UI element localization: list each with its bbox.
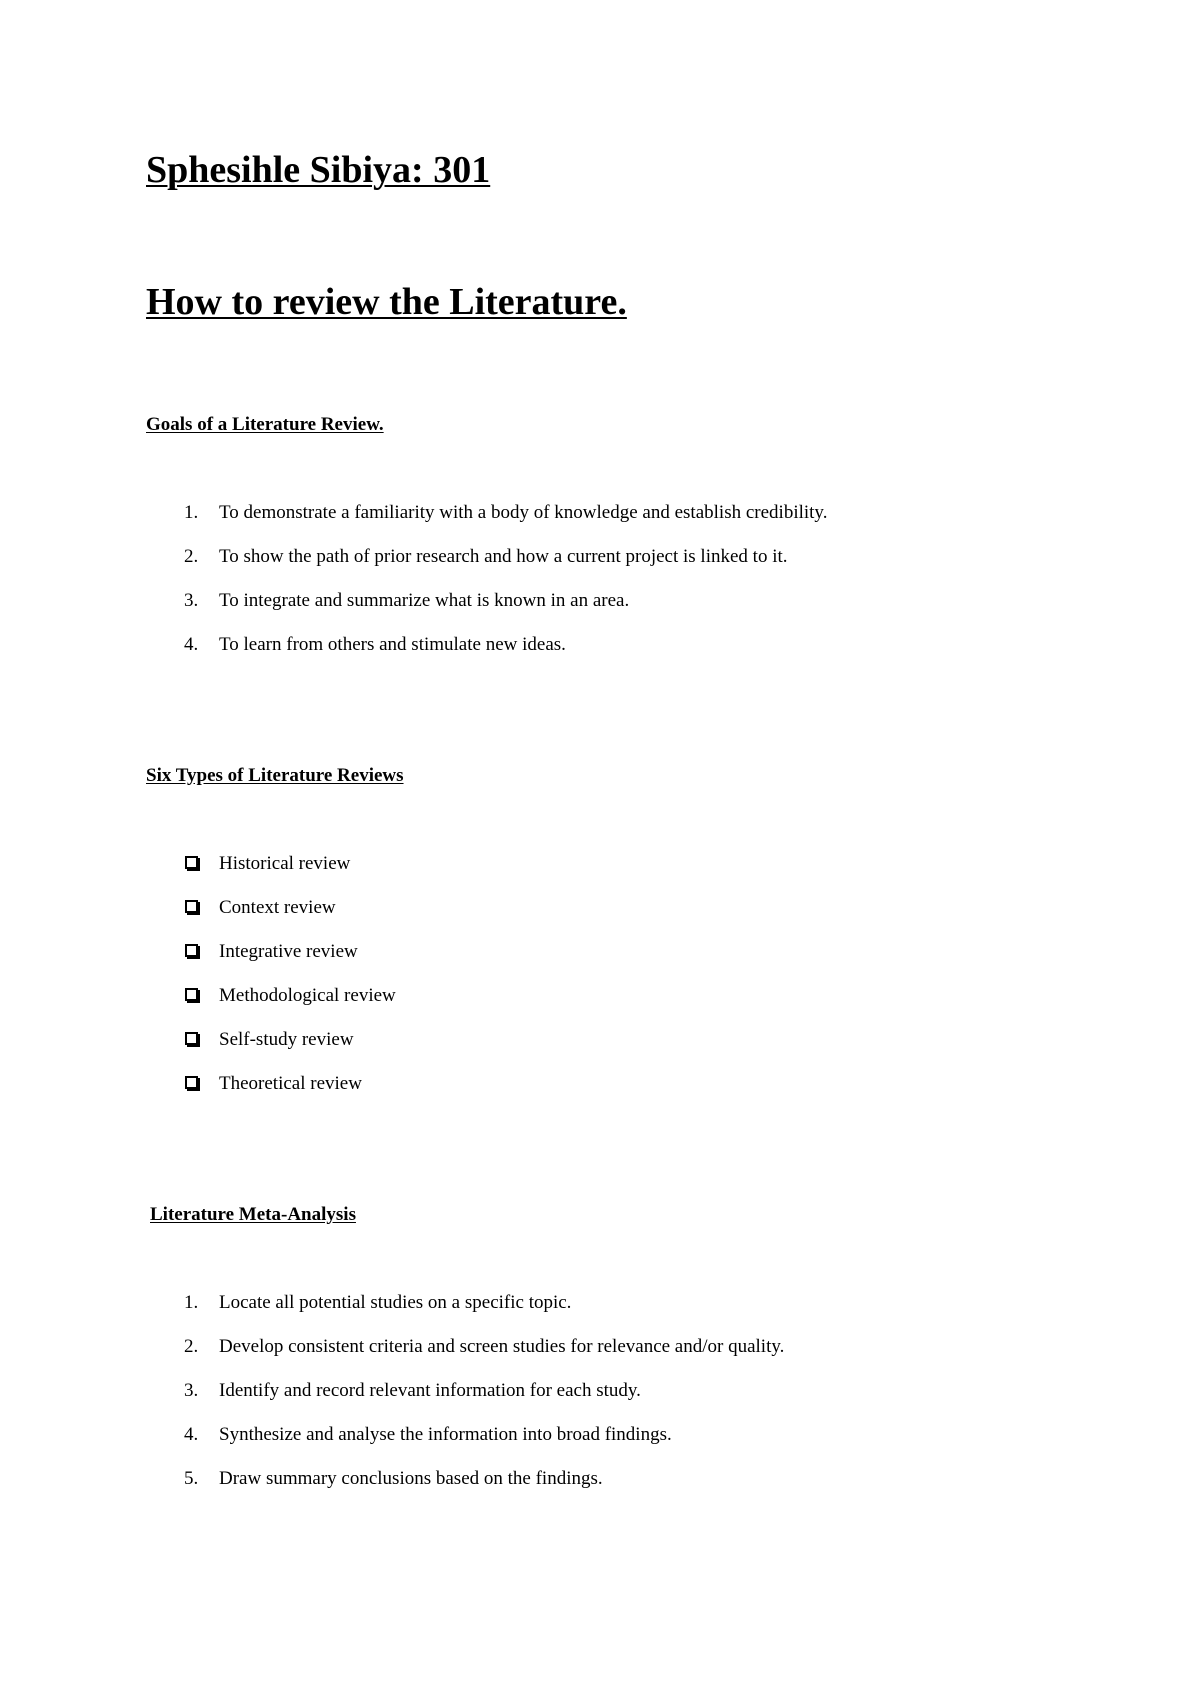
- goals-heading: Goals of a Literature Review.: [146, 414, 384, 435]
- list-number: 5.: [184, 1468, 199, 1489]
- checkbox-icon: [185, 944, 198, 957]
- list-number: 3.: [184, 590, 199, 611]
- list-item: [146, 634, 827, 678]
- list-item: [146, 1468, 784, 1512]
- checkbox-icon: [185, 1032, 198, 1045]
- list-item-text: Draw summary conclusions based on the findings.: [219, 1468, 603, 1489]
- list-item: [146, 897, 396, 941]
- checkbox-icon: [185, 988, 198, 1001]
- list-item-text: Methodological review: [219, 985, 396, 1006]
- list-number: 2.: [184, 1336, 199, 1357]
- types-list: [146, 853, 396, 1117]
- list-item: [146, 1292, 784, 1336]
- list-item: [146, 1424, 784, 1468]
- list-item: [146, 1380, 784, 1424]
- list-item-text: To demonstrate a familiarity with a body of knowledge and establish credibility.: [219, 502, 828, 523]
- list-number: 4.: [184, 634, 199, 655]
- author-line: Sphesihle Sibiya: 301: [146, 149, 491, 191]
- list-item: [146, 853, 396, 897]
- list-item: [146, 590, 827, 634]
- list-item-text: To learn from others and stimulate new ideas.: [219, 634, 566, 655]
- list-item: [146, 1073, 396, 1117]
- list-item: [146, 985, 396, 1029]
- list-item-text: To show the path of prior research and how a current project is linked to it.: [219, 546, 788, 567]
- list-number: 4.: [184, 1424, 199, 1445]
- list-item: [146, 941, 396, 985]
- checkbox-icon: [185, 1076, 198, 1089]
- checkbox-icon: [185, 856, 198, 869]
- list-item: [146, 546, 827, 590]
- list-number: 1.: [184, 502, 199, 523]
- meta-analysis-list: [146, 1292, 784, 1512]
- list-item-text: Synthesize and analyse the information into broad findings.: [219, 1424, 672, 1445]
- meta-analysis-heading: Literature Meta-Analysis: [150, 1204, 356, 1225]
- list-number: 3.: [184, 1380, 199, 1401]
- list-item-text: Integrative review: [219, 941, 358, 962]
- list-number: 2.: [184, 546, 199, 567]
- list-item-text: Context review: [219, 897, 336, 918]
- list-item-text: Develop consistent criteria and screen studies for relevance and/or quality.: [219, 1336, 785, 1357]
- list-item-text: Self-study review: [219, 1029, 354, 1050]
- goals-list: [146, 502, 827, 678]
- list-item-text: Historical review: [219, 853, 351, 874]
- list-item: [146, 502, 827, 546]
- list-item-text: Theoretical review: [219, 1073, 362, 1094]
- list-item: [146, 1029, 396, 1073]
- checkbox-icon: [185, 900, 198, 913]
- page-title: How to review the Literature.: [146, 281, 627, 323]
- types-heading: Six Types of Literature Reviews: [146, 765, 404, 786]
- list-item-text: Locate all potential studies on a specific topic.: [219, 1292, 572, 1313]
- list-number: 1.: [184, 1292, 199, 1313]
- list-item-text: To integrate and summarize what is known in an area.: [219, 590, 630, 611]
- list-item-text: Identify and record relevant information for each study.: [219, 1380, 641, 1401]
- list-item: [146, 1336, 784, 1380]
